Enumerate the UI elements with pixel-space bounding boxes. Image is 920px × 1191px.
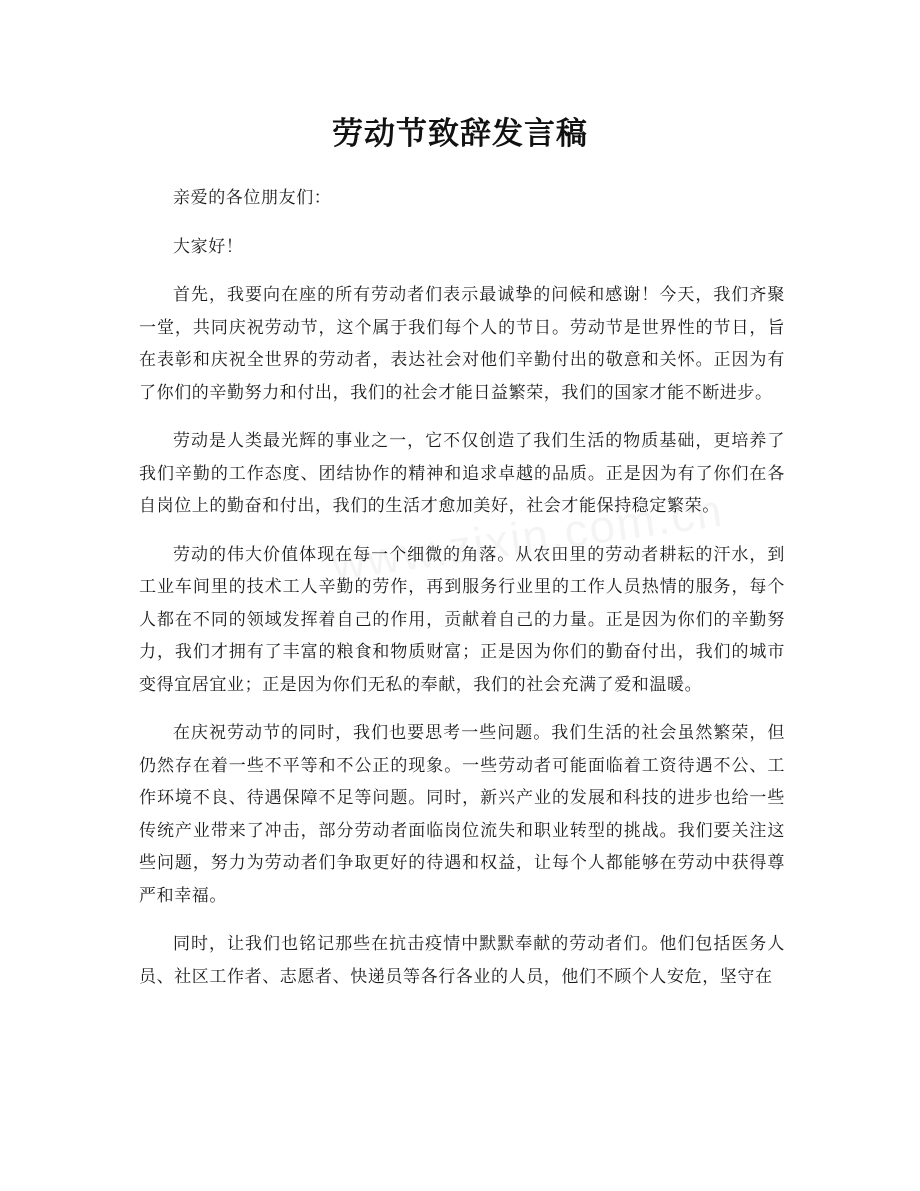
body-paragraph: 首先，我要向在座的所有劳动者们表示最诚挚的问候和感谢！今天，我们齐聚一堂，共同庆祝劳动节，这个属于我们每个人的节日。劳动节是世界性的节日，旨在表彰和庆祝全世界的劳动者，表达社会对他们辛勤付出的敬意和关怀。正因为有了你们的辛勤努力和付出，我们的社会才能日益繁荣，我们的国家才能不断进步。 [139,285,785,403]
salutation-paragraph: 大家好！ [173,236,244,257]
document-body [139,182,785,993]
document-title: 劳动节致辞发言稿 [332,116,588,152]
body-paragraph: 劳动是人类最光辉的事业之一，它不仅创造了我们生活的物质基础，更培养了我们辛勤的工作态度、团结协作的精神和追求卓越的品质。正是因为有了你们在各自岗位上的勤奋和付出，我们的生活才愈加美好，社会才能保持稳定繁荣。 [139,431,785,516]
body-paragraph: 在庆祝劳动节的同时，我们也要思考一些问题。我们生活的社会虽然繁荣，但仍然存在着一些不平等和不公正的现象。一些劳动者可能面临着工资待遇不公、工作环境不良、待遇保障不足等问题。同时，新兴产业的发展和科技的进步也给一些传统产业带来了冲击，部分劳动者面临岗位流失和职业转型的挑战。我们要关注这些问题，努力为劳动者们争取更好的待遇和权益，让每个人都能够在劳动中获得尊严和幸福。 [139,723,785,906]
greeting-paragraph: 亲爱的各位朋友们： [173,188,332,208]
body-paragraph: 同时，让我们也铭记那些在抗击疫情中默默奉献的劳动者们。他们包括医务人员、社区工作者、志愿者、快递员等各行各业的人员，他们不顾个人安危，坚守在 [139,934,785,987]
body-paragraph: 劳动的伟大价值体现在每一个细微的角落。从农田里的劳动者耕耘的汗水，到工业车间里的技术工人辛勤的劳作，再到服务行业里的工作人员热情的服务，每个人都在不同的领域发挥着自己的作用，贡献着自己的力量。正是因为你们的辛勤努力，我们才拥有了丰富的粮食和物质财富；正是因为你们的勤奋付出，我们的城市变得宜居宜业；正是因为你们无私的奉献，我们的社会充满了爱和温暖。 [139,544,785,695]
